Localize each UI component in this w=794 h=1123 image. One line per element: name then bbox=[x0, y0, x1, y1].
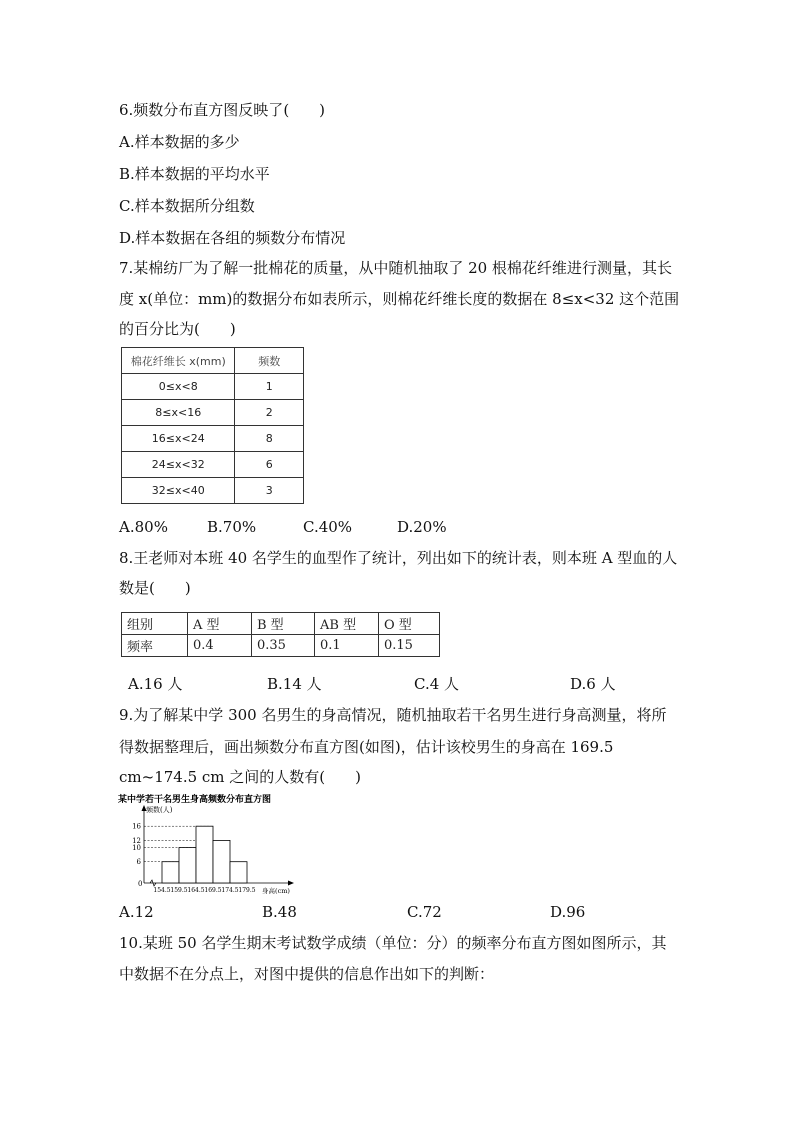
q9-option-d: D.96 bbox=[550, 903, 586, 921]
table-cell: 6 bbox=[235, 452, 304, 478]
y-tick-label: 12 bbox=[132, 836, 141, 845]
x-axis-arrow bbox=[288, 881, 294, 886]
y-tick-label: 10 bbox=[132, 844, 141, 852]
q7-option-a: A.80% bbox=[119, 518, 168, 536]
q8-option-b: B.14 人 bbox=[267, 675, 322, 693]
q8-option-a: A.16 人 bbox=[128, 675, 183, 693]
table-cell: 16≤x<24 bbox=[122, 426, 235, 452]
fiber-length-table bbox=[121, 347, 304, 504]
q7-option-b: B.70% bbox=[207, 518, 257, 536]
q9-option-a: A.12 bbox=[119, 903, 154, 921]
x-tick-label: 154.5 bbox=[153, 887, 171, 894]
q9-stem-line-3: cm~174.5 cm 之间的人数有( ) bbox=[119, 768, 362, 786]
q7-option-c: C.40% bbox=[303, 518, 353, 536]
table-header-cell: 频数 bbox=[235, 348, 304, 374]
table-row bbox=[122, 400, 304, 426]
y-tick-label: 6 bbox=[136, 858, 141, 867]
x-tick-label: 169.5 bbox=[204, 887, 222, 894]
origin-label: 0 bbox=[138, 880, 143, 888]
table-row bbox=[122, 613, 440, 635]
table-cell: 组别 bbox=[122, 613, 188, 635]
histogram-bar bbox=[162, 862, 179, 883]
q9-stem-line-1: 9.为了解某中学 300 名男生的身高情况，随机抽取若干名男生进行身高测量，将所 bbox=[119, 706, 667, 724]
x-tick-label: 179.5 bbox=[238, 887, 256, 894]
q6-stem: 6.频数分布直方图反映了( ) bbox=[119, 101, 326, 119]
table-row bbox=[122, 478, 304, 504]
height-histogram bbox=[118, 790, 308, 895]
table-cell: O 型 bbox=[379, 613, 440, 635]
table-cell: 3 bbox=[235, 478, 304, 504]
table-cell: 1 bbox=[235, 374, 304, 400]
table-cell: AB 型 bbox=[315, 613, 379, 635]
histogram-bar bbox=[213, 840, 230, 883]
x-axis-label: 身高(cm) bbox=[262, 887, 290, 895]
q8-stem-line-1: 8.王老师对本班 40 名学生的血型作了统计，列出如下的统计表，则本班 A 型血的人 bbox=[119, 549, 678, 567]
table-row bbox=[122, 374, 304, 400]
table-row bbox=[122, 452, 304, 478]
table-cell: 0≤x<8 bbox=[122, 374, 235, 400]
table-cell: 32≤x<40 bbox=[122, 478, 235, 504]
chart-title: 某中学若干名男生身高频数分布直方图 bbox=[118, 795, 272, 805]
q7-stem-line-2: 度 x(单位：mm)的数据分布如表所示，则棉花纤维长度的数据在 8≤x<32 这个范围 bbox=[119, 290, 680, 308]
q6-option-b: B.样本数据的平均水平 bbox=[119, 165, 270, 183]
q8-option-c: C.4 人 bbox=[414, 675, 460, 693]
blood-type-table bbox=[121, 612, 440, 657]
table-cell: 0.35 bbox=[252, 635, 315, 657]
q10-stem-line-2: 中数据不在分点上，对图中提供的信息作出如下的判断： bbox=[119, 965, 495, 983]
table-row bbox=[122, 426, 304, 452]
q9-option-b: B.48 bbox=[262, 903, 297, 921]
table-row bbox=[122, 635, 440, 657]
q6-option-c: C.样本数据所分组数 bbox=[119, 197, 255, 215]
table-header-row bbox=[122, 348, 304, 374]
q6-option-d: D.样本数据在各组的频数分布情况 bbox=[119, 229, 346, 247]
table-cell: 0.15 bbox=[379, 635, 440, 657]
table-header-cell: 棉花纤维长 x(mm) bbox=[122, 348, 235, 374]
q8-option-d: D.6 人 bbox=[570, 675, 616, 693]
table-cell: A 型 bbox=[188, 613, 252, 635]
table-cell: B 型 bbox=[252, 613, 315, 635]
table-cell: 2 bbox=[235, 400, 304, 426]
y-tick-label: 16 bbox=[132, 822, 141, 831]
table-cell: 24≤x<32 bbox=[122, 452, 235, 478]
q10-stem-line-1: 10.某班 50 名学生期末考试数学成绩（单位：分）的频率分布直方图如图所示，其 bbox=[119, 934, 667, 952]
x-tick-label: 159.5 bbox=[170, 887, 188, 894]
q6-option-a: A.样本数据的多少 bbox=[119, 133, 240, 151]
q7-stem-line-1: 7.某棉纺厂为了解一批棉花的质量，从中随机抽取了 20 根棉花纤维进行测量，其长 bbox=[119, 259, 672, 277]
x-tick-label: 174.5 bbox=[221, 887, 239, 894]
table-cell: 8≤x<16 bbox=[122, 400, 235, 426]
q8-stem-line-2: 数是( ) bbox=[119, 579, 191, 597]
histogram-bar bbox=[179, 848, 196, 884]
histogram-bar bbox=[230, 862, 247, 883]
y-axis-label: 频数(人) bbox=[146, 806, 173, 814]
q7-option-d: D.20% bbox=[397, 518, 447, 536]
table-cell: 频率 bbox=[122, 635, 188, 657]
table-cell: 0.1 bbox=[315, 635, 379, 657]
table-cell: 8 bbox=[235, 426, 304, 452]
q7-stem-line-3: 的百分比为( ) bbox=[119, 320, 236, 338]
q9-option-c: C.72 bbox=[407, 903, 442, 921]
q9-stem-line-2: 得数据整理后，画出频数分布直方图(如图)，估计该校男生的身高在 169.5 bbox=[119, 738, 614, 756]
table-cell: 0.4 bbox=[188, 635, 252, 657]
x-tick-label: 164.5 bbox=[187, 887, 205, 894]
histogram-bar bbox=[196, 826, 213, 883]
